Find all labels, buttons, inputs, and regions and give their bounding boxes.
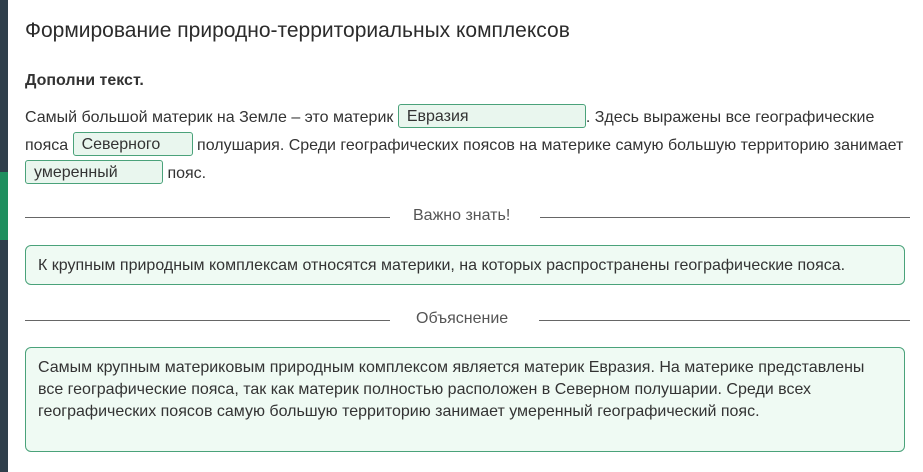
explanation-box: Самым крупным материковым природным комплексом является материк Евразия. На материке представлены все географические пояса, так как материк полностью расположен в Северном полушарии. Среди всех географических поясов самую большую территорию занимает умеренный географический пояс. <box>25 347 905 452</box>
answer-field-3[interactable]: умеренный <box>25 160 163 184</box>
explanation-label: Объяснение <box>416 310 509 327</box>
important-box: К крупным природным комплексам относятся материки, на которых распространены географические пояса. <box>25 245 905 285</box>
divider-line-right <box>539 320 910 321</box>
divider-line-left <box>25 217 390 218</box>
text-part-4: пояс. <box>167 165 207 182</box>
fill-in-text <box>25 104 910 188</box>
page-title: Формирование природно-территориальных комплексов <box>25 19 570 43</box>
explanation-divider <box>25 310 910 330</box>
active-section-indicator <box>0 172 8 240</box>
divider-line-right <box>540 217 910 218</box>
important-label: Важно знать! <box>413 207 511 224</box>
text-part-1: Самый большой материк на Земле – это материк <box>25 109 394 126</box>
task-instruction: Дополни текст. <box>25 72 144 89</box>
text-part-2: . Здесь выражены все географические пояса <box>25 109 875 154</box>
important-divider <box>25 207 910 227</box>
text-part-3: полушария. Среди географических поясов на материке самую большую территорию занимает <box>197 137 904 154</box>
answer-field-1[interactable]: Евразия <box>398 104 586 128</box>
left-sidebar-rail <box>0 0 8 472</box>
divider-line-left <box>25 320 390 321</box>
answer-field-2[interactable]: Северного <box>73 132 193 156</box>
